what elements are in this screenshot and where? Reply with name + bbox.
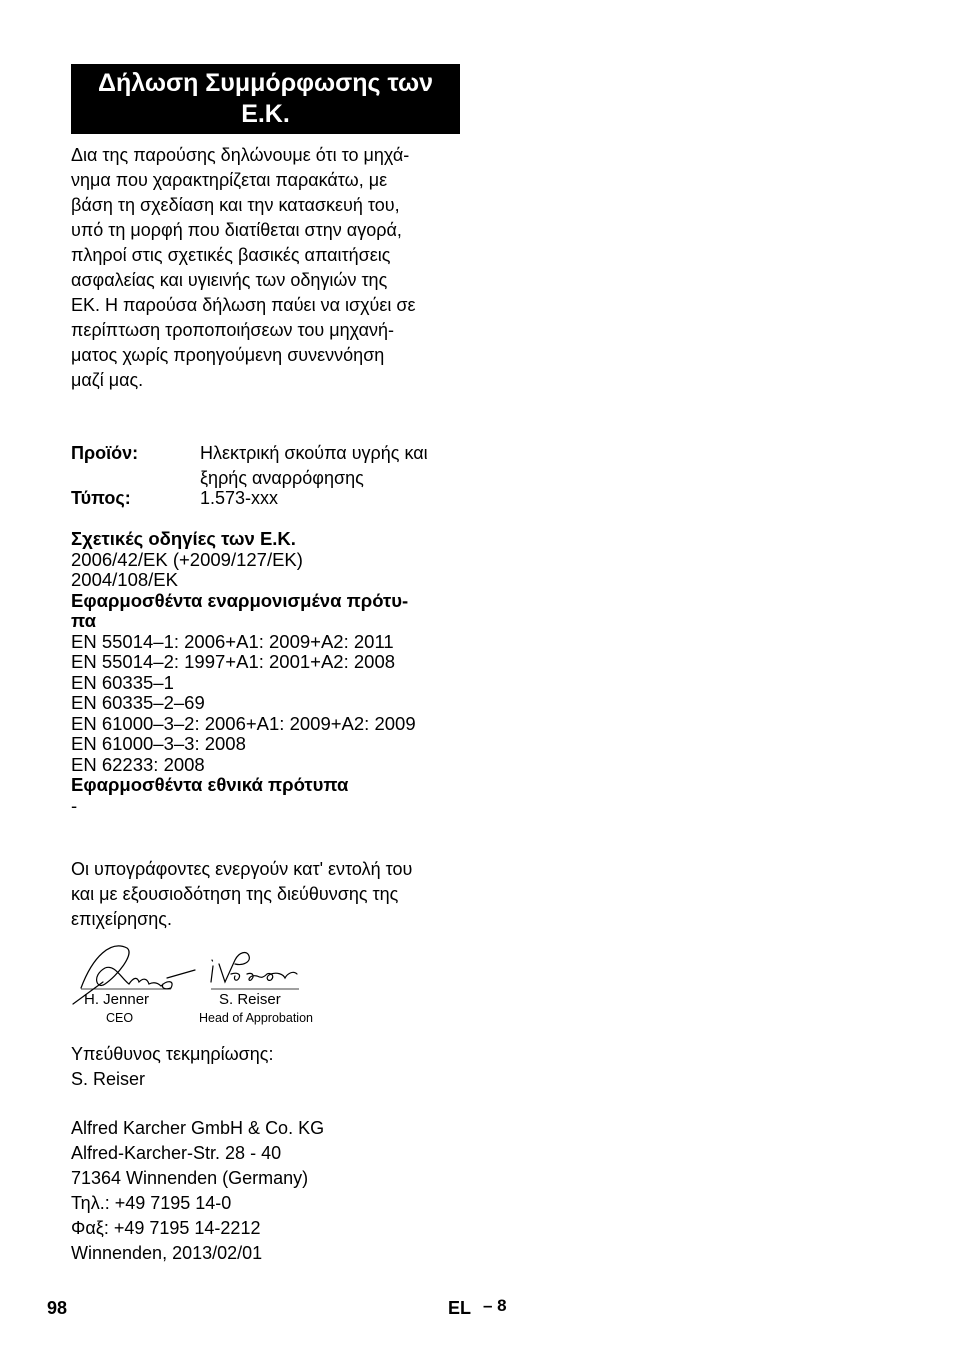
product-value [200, 441, 470, 491]
signatories-intro [71, 857, 461, 932]
national-heading: Εφαρμοσθέντα εθνικά πρότυπα [71, 774, 349, 795]
standard-item: EN 61000–3–2: 2006+A1: 2009+A2: 2009 [71, 712, 416, 734]
title-banner [71, 64, 460, 134]
responsible-name: S. Reiser [71, 1069, 146, 1089]
intro-line: μαζί μας. [71, 370, 144, 390]
national-value: - [71, 794, 78, 816]
signatory-role: CEO [106, 1011, 134, 1025]
address-line: Alfred-Karcher-Str. 28 - 40 [71, 1143, 282, 1163]
company-address [71, 1116, 461, 1266]
intro-paragraph [71, 143, 461, 393]
intro-line: πληροί στις σχετικές βασικές απαιτήσεις [71, 245, 391, 265]
harmonized-heading-cont: πα [71, 610, 97, 631]
page-title: Δήλωση Συμμόρφωσης των Ε.Κ. [98, 69, 433, 128]
intro-line: περίπτωση τροποποιήσεων του μηχανή- [71, 320, 394, 340]
signatory-name: S. Reiser [219, 991, 281, 1008]
page-number: 98 [47, 1298, 68, 1318]
directives-heading: Σχετικές οδηγίες των Ε.Κ. [71, 528, 296, 549]
address-line: Φαξ: +49 7195 14-2212 [71, 1218, 261, 1238]
product-value-line: ξηρής αναρρόφησης [200, 468, 364, 488]
intro-line: νημα που χαρακτηρίζεται παρακάτω, με [71, 170, 388, 190]
intro-line: ΕΚ. Η παρούσα δήλωση παύει να ισχύει σε [71, 295, 416, 315]
responsible-label: Υπεύθυνος τεκμηρίωσης: [71, 1044, 274, 1064]
intro-line: υπό τη μορφή που διατίθεται στην αγορά, [71, 220, 402, 240]
harmonized-heading: Εφαρμοσθέντα εναρμονισμένα πρότυ- [71, 589, 409, 611]
documentation-responsible [71, 1042, 461, 1092]
signature-block [71, 938, 351, 1028]
signatories-intro-line: και με εξουσιοδότηση της διεύθυνσης της [71, 884, 399, 904]
signatories-intro-line: επιχείρησης. [71, 909, 172, 929]
address-line: Alfred Karcher GmbH & Co. KG [71, 1118, 325, 1138]
address-line: Winnenden, 2013/02/01 [71, 1243, 263, 1263]
product-value-line: Ηλεκτρική σκούπα υγρής και [200, 443, 428, 463]
directive-item: 2006/42/ΕΚ (+2009/127/ΕΚ) [71, 548, 303, 570]
signatories-intro-line: Οι υπογράφοντες ενεργούν κατ' εντολή του [71, 859, 413, 879]
intro-line: βάση τη σχεδίαση και την κατασκευή του, [71, 195, 400, 215]
address-line: 71364 Winnenden (Germany) [71, 1168, 309, 1188]
signatory-role: Head of Approbation [199, 1011, 313, 1025]
standard-item: EN 55014–2: 1997+A1: 2001+A2: 2008 [71, 651, 396, 672]
type-label: Τύπος: [71, 488, 131, 508]
sub-page-number: – 8 [483, 1296, 507, 1315]
standard-item: EN 61000–3–3: 2008 [71, 733, 246, 754]
type-value: 1.573-xxx [200, 488, 279, 508]
intro-line: ασφαλείας και υγιεινής των οδηγιών της [71, 270, 388, 290]
standard-item: EN 55014–1: 2006+A1: 2009+A2: 2011 [71, 630, 394, 652]
language-code: EL [448, 1298, 472, 1318]
signatory-name: H. Jenner [84, 991, 150, 1008]
product-label: Προϊόν: [71, 443, 139, 463]
standard-item: EN 62233: 2008 [71, 753, 205, 775]
standards-section [71, 529, 461, 816]
standard-item: EN 60335–1 [71, 671, 174, 693]
standard-item: EN 60335–2–69 [71, 692, 205, 713]
intro-line: Δια της παρούσης δηλώνουμε ότι το μηχά- [71, 145, 410, 165]
directive-item: 2004/108/ΕΚ [71, 569, 178, 590]
address-line: Τηλ.: +49 7195 14-0 [71, 1193, 232, 1213]
intro-line: ματος χωρίς προηγούμενη συνεννόηση [71, 345, 385, 365]
